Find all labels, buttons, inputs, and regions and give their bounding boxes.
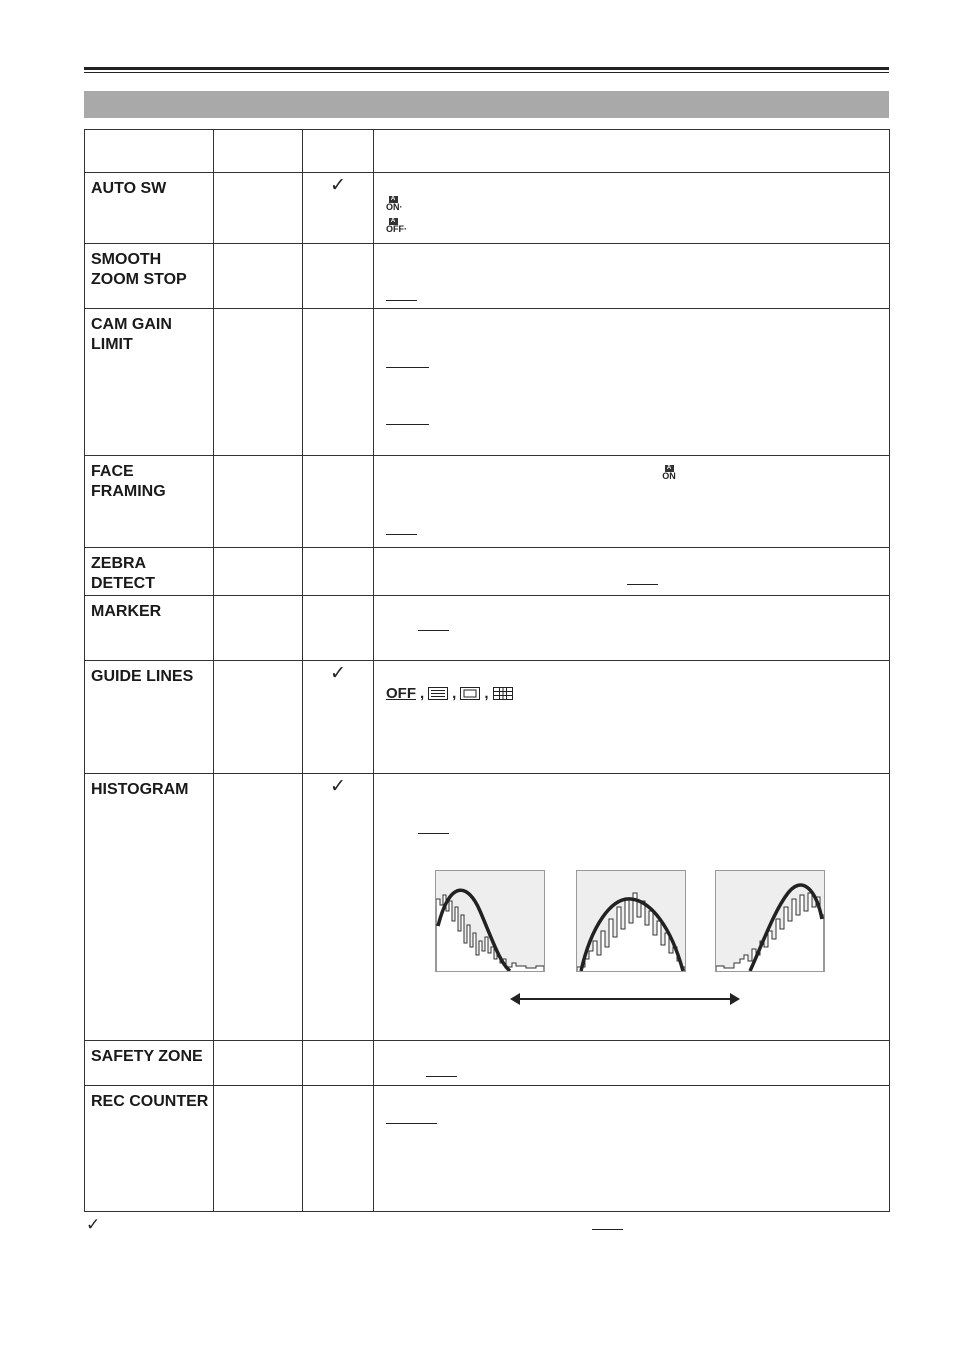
item-name: GUIDE LINES bbox=[91, 668, 194, 685]
guide-lines-frame-icon bbox=[460, 687, 480, 700]
separator: , bbox=[420, 685, 425, 702]
item-name: ZEBRA DETECT bbox=[91, 555, 155, 592]
default-underline bbox=[627, 584, 658, 585]
table-row bbox=[85, 456, 890, 548]
guide-lines-grid-icon bbox=[493, 687, 513, 700]
item-name: CAM GAIN LIMIT bbox=[91, 316, 172, 353]
header-cell-mode bbox=[214, 130, 303, 173]
default-underline bbox=[386, 367, 429, 368]
default-underline bbox=[418, 630, 449, 631]
double-arrow-icon bbox=[510, 992, 740, 1006]
item-name: HISTOGRAM bbox=[91, 781, 189, 798]
default-underline bbox=[386, 300, 417, 301]
check-mark: ✓ bbox=[330, 663, 346, 684]
table-row bbox=[85, 774, 890, 1041]
guide-lines-horizontal-icon bbox=[428, 687, 448, 700]
item-name: SMOOTH ZOOM STOP bbox=[91, 251, 187, 288]
item-name: MARKER bbox=[91, 603, 162, 620]
ai-on-icon: A ON bbox=[662, 465, 676, 481]
default-underline bbox=[418, 833, 449, 834]
histogram-normal-icon bbox=[576, 870, 686, 972]
item-name: SAFETY ZONE bbox=[91, 1048, 203, 1065]
menu-settings-table bbox=[84, 129, 890, 1212]
histogram-bright-icon bbox=[715, 870, 825, 972]
histogram-dark-icon bbox=[435, 870, 545, 972]
table-row bbox=[85, 661, 890, 774]
default-underline bbox=[386, 534, 417, 535]
ai-off-icon: A OFF· bbox=[386, 218, 407, 234]
table-row bbox=[85, 244, 890, 309]
header-cell-item bbox=[85, 130, 214, 173]
guide-line-options bbox=[386, 685, 513, 702]
table-row bbox=[85, 309, 890, 456]
ai-on-icon: A ON· bbox=[386, 196, 403, 212]
separator: , bbox=[452, 685, 457, 702]
table-header-row bbox=[85, 130, 890, 173]
check-mark: ✓ bbox=[330, 175, 346, 196]
table-row bbox=[85, 596, 890, 661]
default-underline bbox=[386, 424, 429, 425]
footnote-underline bbox=[592, 1229, 623, 1230]
table-row bbox=[85, 1086, 890, 1212]
top-rule-thin bbox=[84, 72, 889, 73]
item-name: AUTO SW bbox=[91, 180, 167, 197]
section-heading-band bbox=[84, 91, 889, 118]
table-row bbox=[85, 548, 890, 596]
item-name: REC COUNTER bbox=[91, 1093, 209, 1110]
separator: , bbox=[484, 685, 489, 702]
default-underline bbox=[386, 1123, 437, 1124]
check-mark: ✓ bbox=[330, 776, 346, 797]
default-underline bbox=[426, 1076, 457, 1077]
footnote-check-mark: ✓ bbox=[86, 1215, 101, 1234]
item-name: FACE FRAMING bbox=[91, 463, 166, 500]
table-row bbox=[85, 1041, 890, 1086]
option-off: OFF bbox=[386, 685, 416, 702]
table-row bbox=[85, 173, 890, 244]
header-cell-check bbox=[303, 130, 374, 173]
header-cell-description bbox=[374, 130, 890, 173]
top-rule-thick bbox=[84, 67, 889, 70]
